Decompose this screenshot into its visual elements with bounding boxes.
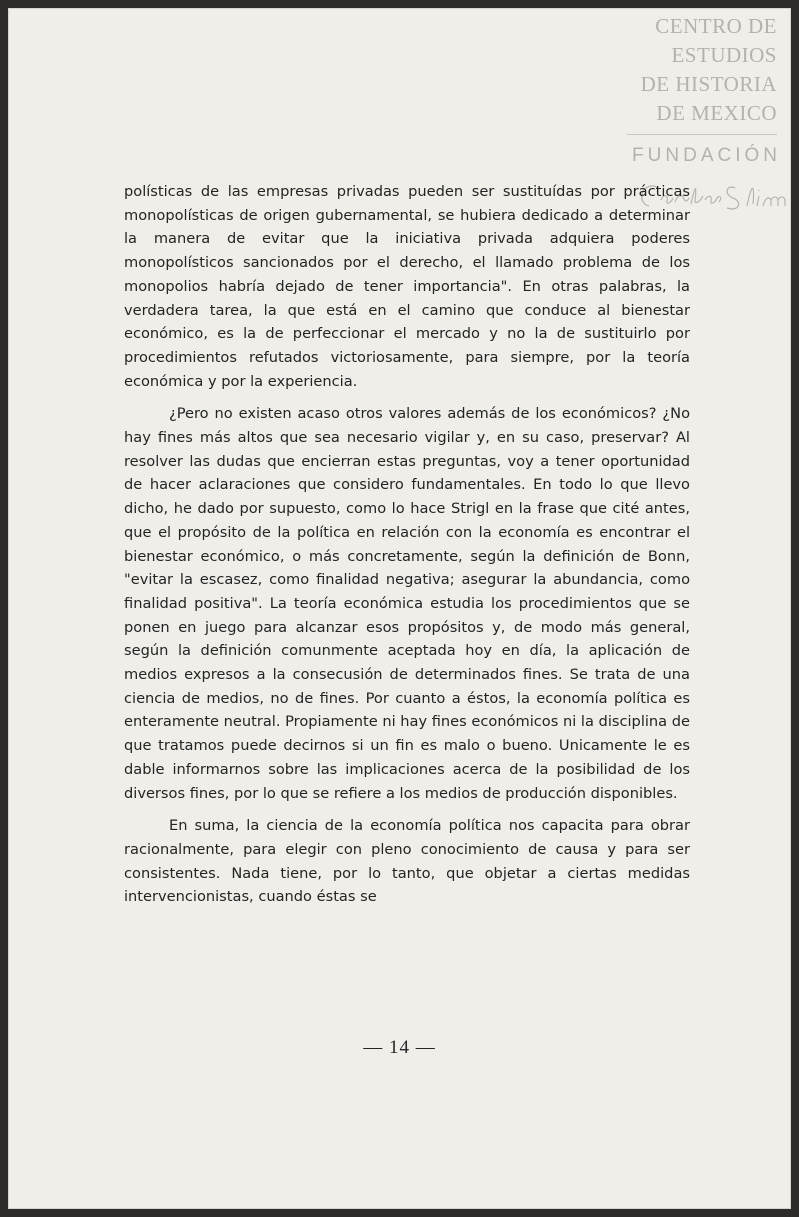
paragraph: ¿Pero no existen acaso otros valores además de los económicos? ¿No hay fines más altos que sea necesario vigilar y, en su caso, preservar? Al resolver las dudas que encierran estas preguntas, voy a tener oportunidad de hacer aclaraciones que considero fundamentales. En todo lo que llevo dicho, he dado por supuesto, como lo hace Strigl en la frase que cité antes, que el propósito de la política en relación con la economía es encontrar el bienestar económico, o más concretamente, según la definición de Bonn, "evitar la escasez, como finalidad negativa; asegurar la abundancia, como finalidad positiva". La teoría económica estudia los procedimientos que se ponen en juego para alcanzar esos propósitos y, de modo más general, según la definición comunmente aceptada hoy en día, la aplicación de medios expresos a la consecusión de determinados fines. Se trata de una ciencia de medios, no de fines. Por cuanto a éstos, la economía política es enteramente neutral. Propiamente ni hay fines económicos ni la disciplina de que tratamos puede decirnos si un fin es malo o bueno. Unicamente le es dable informarnos sobre las implicaciones acerca de la posibilidad de los diversos fines, por lo que se refiere a los medios de producción disponibles. <box>124 405 690 802</box>
paragraph: En suma, la ciencia de la economía política nos capacita para obrar racionalmente, para elegir con pleno conocimiento de causa y para ser consistentes. Nada tiene, por lo tanto, que objetar a ciertas medidas intervencionistas, cuando éstas se <box>124 817 690 906</box>
watermark-divider <box>627 134 777 135</box>
page-number: — 14 — <box>363 1037 436 1058</box>
paragraph: polísticas de las empresas privadas pueden ser sustituídas por prácticas monopolísticas de origen gubernamental, se hubiera dedicado a determinar la manera de evitar que la iniciativa privada adquiera poderes monopolísticos sancionados por el derecho, el llamado problema de los monopolios habría dejado de tener importancia". En otras palabras, la verdadera tarea, la que está en el camino que conduce al bienestar económico, es la de perfeccionar el mercado y no la de sustituirlo por procedimientos refutados victoriosamente, para siempre, por la teoría económica y por la experiencia. <box>124 183 690 390</box>
watermark-line: ESTUDIOS <box>671 43 777 67</box>
document-page <box>8 8 791 1209</box>
watermark-line: CENTRO DE <box>655 14 777 38</box>
watermark-line: DE MEXICO <box>656 101 777 125</box>
watermark-line: DE HISTORIA <box>640 72 777 96</box>
watermark-foundation: FUNDACIÓN <box>632 145 781 166</box>
archive-watermark <box>607 12 781 169</box>
body-text <box>124 180 690 909</box>
